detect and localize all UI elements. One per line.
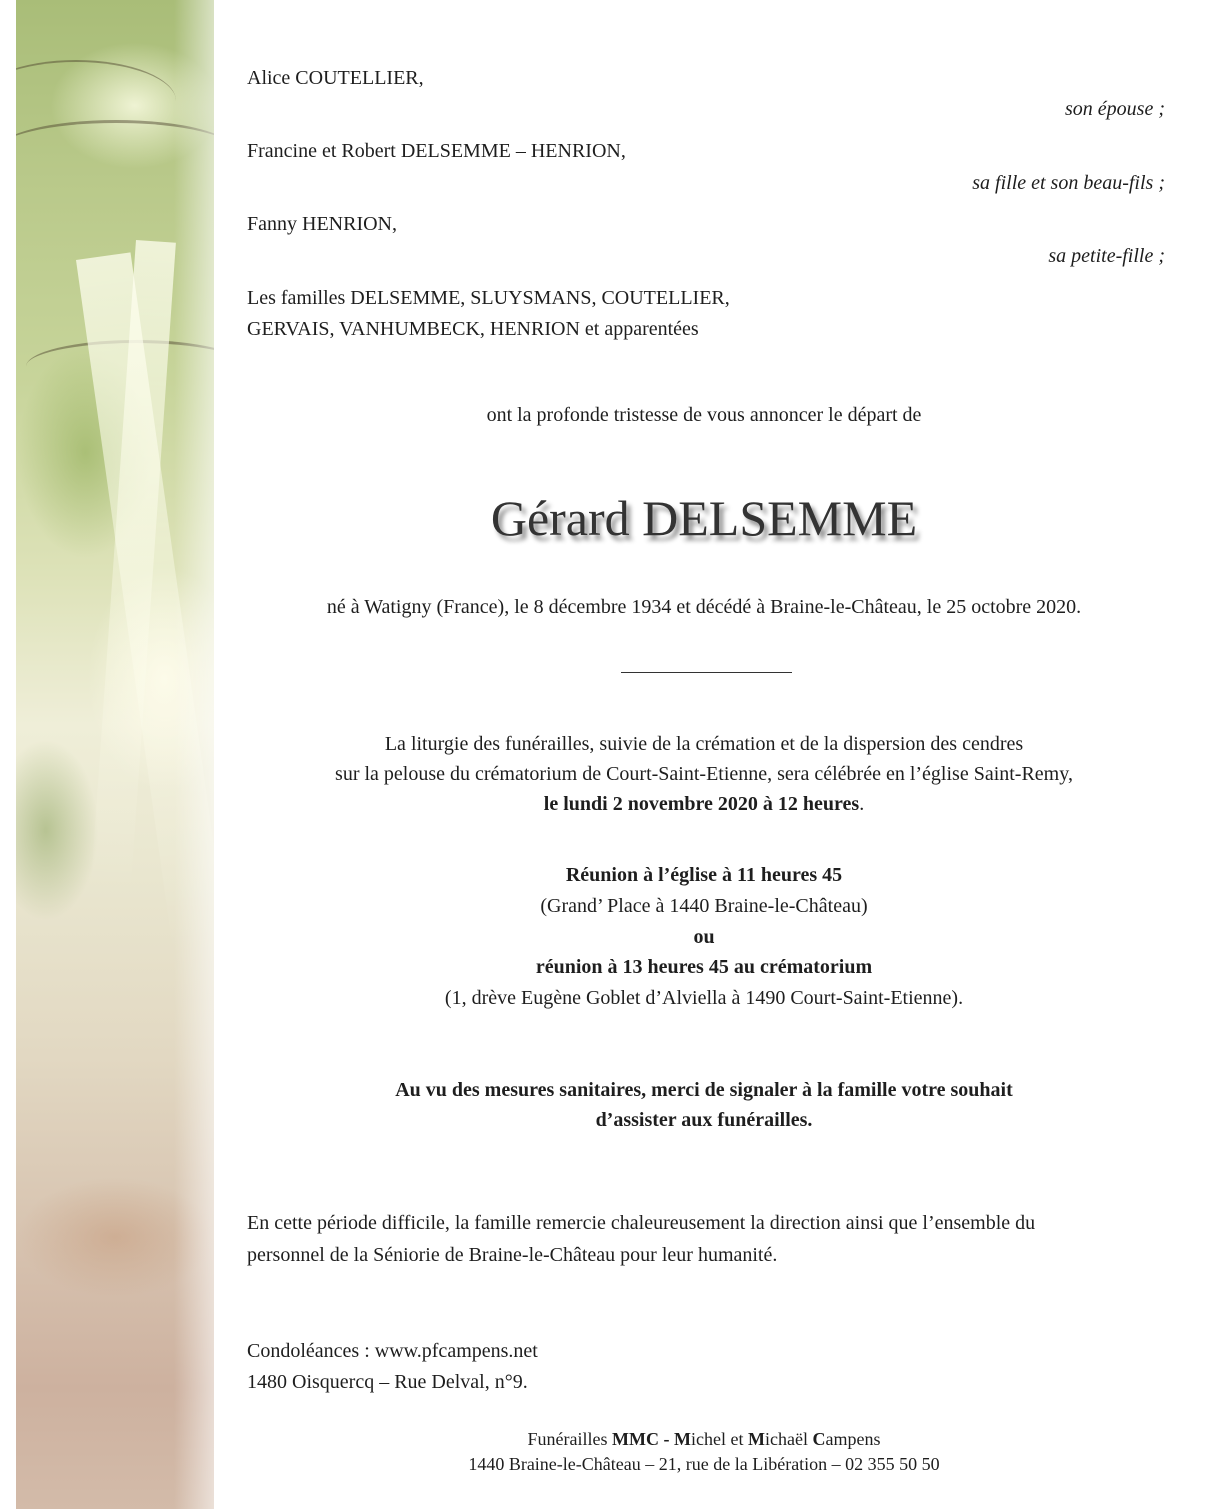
ceremony-line: La liturgie des funérailles, suivie de la crémation et de la dispersion des cendres: [384, 733, 1024, 755]
condolences-website: Condoléances : www.pfcampens.net: [247, 1340, 538, 1362]
crematorium-address: (1, drève Eugène Goblet d’Alviella à 1490 Court-Saint-Etienne).: [444, 987, 964, 1009]
funeral-home-address: 1440 Braine-le-Château – 21, rue de la Libération – 02 355 50 50: [468, 1454, 940, 1474]
families-line: GERVAIS, VANHUMBECK, HENRION et apparentées: [247, 318, 699, 340]
footer-mmc: MMC -: [612, 1429, 674, 1449]
condolences-address: 1480 Oisquercq – Rue Delval, n°9.: [247, 1371, 528, 1393]
church-meeting: Réunion à l’église à 11 heures 45: [565, 864, 843, 886]
ceremony-date-text: le lundi 2 novembre 2020 à 12 heures: [543, 793, 860, 815]
family-member-relation: sa fille et son beau-fils ;: [972, 172, 1165, 194]
footer-word: ichel et: [691, 1429, 748, 1449]
ceremony-line: sur la pelouse du crématorium de Court-Saint-Etienne, sera célébrée en l’église Saint-Remy,: [335, 763, 1073, 785]
family-member-name: Francine et Robert DELSEMME – HENRION,: [247, 140, 626, 162]
sanitary-notice: Au vu des mesures sanitaires, merci de signaler à la famille votre souhait: [395, 1079, 1013, 1101]
thanks-text: personnel de la Séniorie de Braine-le-Château pour leur humanité.: [247, 1244, 778, 1266]
forest-path-photo: [16, 0, 214, 1509]
footer-word: ampens: [825, 1429, 881, 1449]
announcement-text: ont la profonde tristesse de vous annoncer le départ de: [486, 404, 922, 426]
family-member-name: Alice COUTELLIER,: [247, 67, 424, 89]
footer-word: ichaël: [764, 1429, 813, 1449]
ceremony-date-period: .: [859, 793, 865, 815]
separator-line: [621, 672, 792, 673]
family-member-relation: son épouse ;: [1065, 98, 1165, 120]
thanks-text: En cette période difficile, la famille remercie chaleureusement la direction ainsi que l’ensemble du: [247, 1212, 1036, 1234]
footer-initial: M: [674, 1429, 691, 1449]
ceremony-date: [214, 792, 1194, 816]
family-member-name: Fanny HENRION,: [247, 213, 397, 235]
footer-initial: M: [747, 1429, 765, 1449]
funeral-home-name: [214, 1427, 1194, 1451]
footer-initial: C: [812, 1429, 826, 1449]
footer-prefix: Funérailles: [527, 1429, 613, 1449]
or-separator: ou: [693, 926, 715, 948]
deceased-name: Gérard DELSEMME: [490, 490, 918, 546]
sanitary-notice: d’assister aux funérailles.: [595, 1109, 813, 1131]
crematorium-meeting: réunion à 13 heures 45 au crématorium: [535, 956, 873, 978]
families-line: Les familles DELSEMME, SLUYSMANS, COUTELLIER,: [247, 287, 730, 309]
family-member-relation: sa petite-fille ;: [1048, 245, 1165, 267]
birth-death-dates: né à Watigny (France), le 8 décembre 1934 et décédé à Braine-le-Château, le 25 octobre 2020.: [326, 596, 1082, 618]
church-address: (Grand’ Place à 1440 Braine-le-Château): [540, 895, 868, 917]
